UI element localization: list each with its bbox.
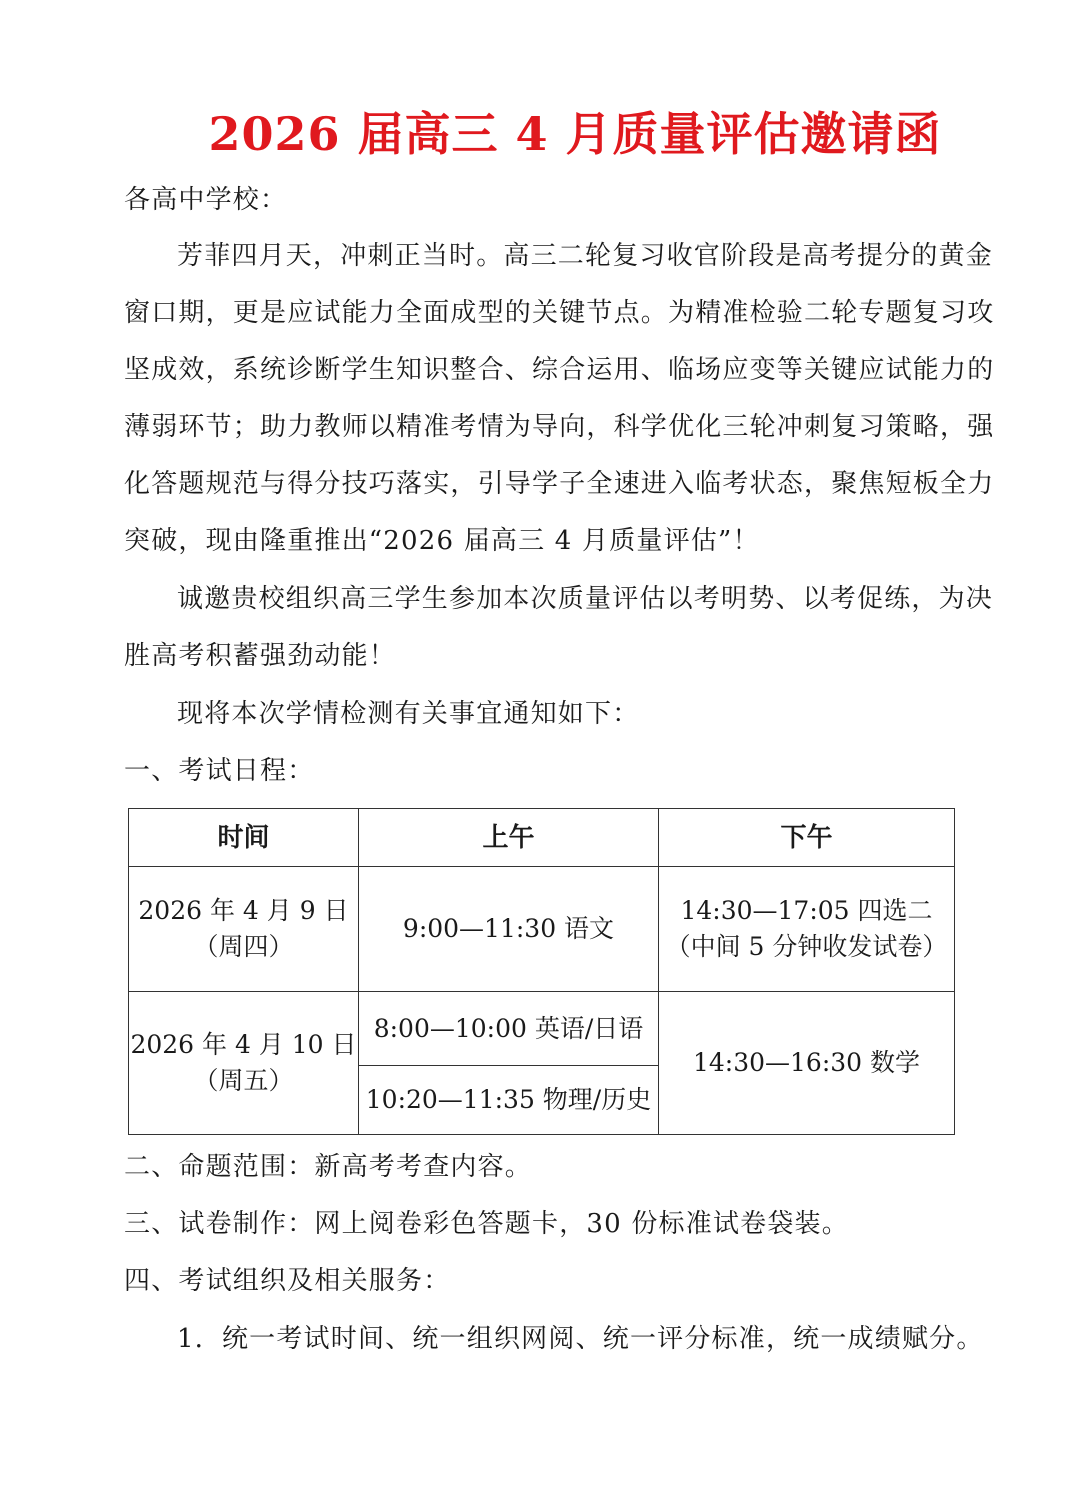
day1-morning: 9:00—11:30 语文 (359, 867, 659, 992)
paragraph-2-line-1: 诚邀贵校组织高三学生参加本次质量评估以考明势、以考促练，为决 (177, 584, 994, 614)
section-1-heading: 一、考试日程： (124, 756, 315, 786)
paragraph-1-line-5: 化答题规范与得分技巧落实，引导学子全速进入临考状态，聚焦短板全力 (124, 469, 995, 499)
paragraph-1-line-2: 窗口期，更是应试能力全面成型的关键节点。为精准检验二轮专题复习攻 (124, 298, 995, 328)
section-4-heading: 四、考试组织及相关服务： (124, 1266, 451, 1296)
paragraph-1-line-3: 坚成效，系统诊断学生知识整合、综合运用、临场应变等关键应试能力的 (124, 355, 995, 385)
day1-weekday: （周四） (193, 932, 294, 961)
table-row (129, 867, 955, 992)
day1-date-cell (129, 867, 359, 992)
section-2: 二、命题范围：新高考考查内容。 (124, 1152, 533, 1182)
section-3: 三、试卷制作：网上阅卷彩色答题卡，30 份标准试卷袋装。 (124, 1209, 849, 1239)
day1-date: 2026 年 4 月 9 日 (138, 896, 349, 925)
day2-morning-1: 8:00—10:00 英语/日语 (359, 992, 659, 1066)
table-header-row (129, 809, 955, 867)
day2-date-cell (129, 992, 359, 1135)
paragraph-3: 现将本次学情检测有关事宜通知如下： (177, 699, 640, 729)
header-time: 时间 (129, 809, 359, 867)
header-morning: 上午 (359, 809, 659, 867)
day2-afternoon: 14:30—16:30 数学 (659, 992, 955, 1135)
paragraph-1-line-6: 突破，现由隆重推出“2026 届高三 4 月质量评估”！ (124, 526, 760, 556)
paragraph-1-line-1: 芳菲四月天，冲刺正当时。高三二轮复习收官阶段是高考提分的黄金 (177, 241, 994, 271)
section-4-item-1: 1．统一考试时间、统一组织网阅、统一评分标准，统一成绩赋分。 (177, 1324, 984, 1354)
day1-afternoon-line1: 14:30—17:05 四选二 (680, 896, 933, 925)
document-title: 2026 届高三 4 月质量评估邀请函 (208, 107, 942, 161)
paragraph-1-line-4: 薄弱环节；助力教师以精准考情为导向，科学优化三轮冲刺复习策略，强 (124, 412, 995, 442)
salutation: 各高中学校： (124, 185, 288, 215)
day1-afternoon-line2: （中间 5 分钟收发试卷） (665, 932, 948, 961)
day2-weekday: （周五） (193, 1066, 294, 1095)
header-afternoon: 下午 (659, 809, 955, 867)
day2-morning-2: 10:20—11:35 物理/历史 (359, 1066, 659, 1135)
day2-date: 2026 年 4 月 10 日 (130, 1030, 357, 1059)
exam-schedule-table (128, 808, 955, 1135)
table-row (129, 992, 955, 1066)
paragraph-2-line-2: 胜高考积蓄强劲动能！ (124, 641, 397, 671)
day1-afternoon-cell (659, 867, 955, 992)
